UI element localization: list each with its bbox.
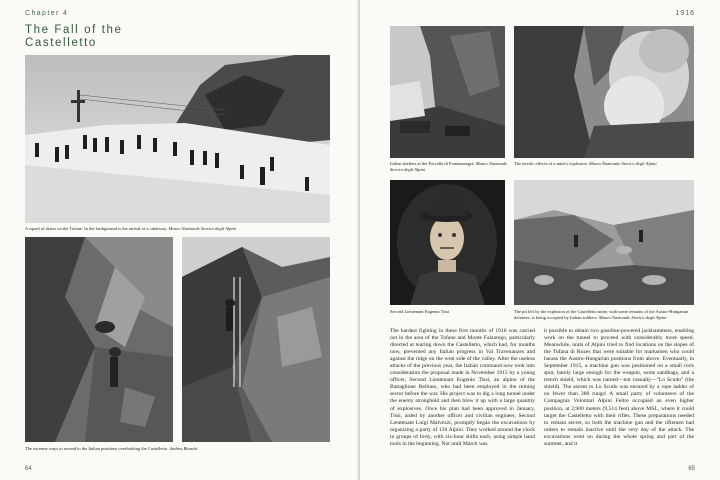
body-column-2: [544, 328, 694, 448]
photo-explosion-credit: Museo Nazionale Storico degli Alpini: [588, 161, 657, 166]
photo-mine-pit-caption-text: The pit left by the explosion of the Castelletto mine, with some remains of the Austro-Hungarian defenses, is being occupied by Italian soldiers.: [514, 309, 689, 320]
body-column-1: [390, 328, 535, 448]
photo-explosion-caption: [514, 161, 694, 167]
photo-climb-caption: [25, 446, 335, 452]
photo-shelters-caption: [390, 161, 508, 172]
photo-mine-pit: [514, 180, 694, 305]
photo-skiers: [25, 55, 330, 223]
photo-portrait-caption: Second Lieutenant Eugenio Tissi: [390, 309, 450, 314]
folio-left: 64: [25, 466, 32, 472]
photo-climb-credit: Andrea Bianchi: [169, 446, 198, 451]
chapter-label: Chapter 4: [25, 10, 69, 17]
photo-shelters-credit: Museo Nazionale Storico degli Alpini: [390, 161, 508, 172]
photo-climb-right: [182, 237, 330, 442]
chapter-title-line-2: Castelletto: [25, 37, 97, 49]
chapter-title: [25, 24, 225, 50]
photo-explosion: [514, 26, 694, 158]
folio-right: 65: [688, 466, 695, 472]
photo-shelters-caption-text: Italian shelters at the Forcella di Fontananegra.: [390, 161, 475, 166]
photo-climb-left: [25, 237, 173, 442]
photo-shelters: [390, 26, 505, 158]
right-page: [360, 0, 720, 480]
body-column-2-text: it possible to obtain two gasoline-powered jackhammers, enabling work on the tunnel to proceed with considerably more speed. Meanwhile, units of Alpini tried to find locations on the slopes of the Tofana di Rozes that were suitable for marksmen who could harass the Austro-Hungarian positions from above. Eventually, in September 1915, a machine gun was positioned on a small rock spur, barely large enough for the weapon, some sandbags, and a trench shield, which was named—not casually—"Lo Scudo" (the shield). The ascent to Lo Scudo was ensured by a rope ladder of no fewer than 380 rungs! A small party of volunteers of the Compagnia Volontari Alpini Feltre occupied an even higher position, at 2,900 meters (9,514 feet) above MSL, where it could target the Castelletto with their rifles. These preparations needed to remain secret, so both the machine gun and the riflemen had orders to remain inactive until the very day of the attack. The excavations went on during the whole spring and part of the summer, and it: [544, 328, 694, 447]
body-column-1-text: The hardest fighting in these first months of 1916 was carried out in the area of the Tofane and Monte Falzarego, particularly directed at tearing down the Castelletto, which had, for months now, prevented any Italian progress in Val Travenanzes and against the ridge on the west side of the valley. After the useless attacks of the previous year, the Italian command now took into consideration the proposal made in November 1915 by a young officer, Second Lieutenant Eugenio Tissi, an alpino of the Battaglione Belluno, who had been employed in the mining sector before the war. His project was to dig a long tunnel under the enemy stronghold and then blow it up with a large quantity of explosives. Once his plan had been approved in January, Tissi, aided by another officer and civilian engineer, Second Lieutenant Luigi Malvezzi, promptly began the excavations by organizing a party of 120 Alpini. They worked around the clock in groups of forty, with six-hour shifts each, using simple hand tools in the beginning. Not until March was: [390, 328, 535, 447]
photo-explosion-caption-text: The terrific effects of a mine's explosion.: [514, 161, 588, 166]
photo-skiers-caption: [25, 226, 335, 232]
photo-climb-caption-text: The extreme ways to ascend to the Italian positions overlooking the Castelletto.: [25, 446, 169, 451]
photo-mine-pit-caption: [514, 309, 694, 320]
year-label: 1916: [675, 10, 695, 17]
chapter-title-line-1: The Fall of the: [25, 24, 123, 36]
photo-skiers-caption-text: A squad of skiers on the Tofane. In the background is the arrival of a cableway.: [25, 226, 168, 231]
photo-mine-pit-credit: Museo Nazionale Storico degli Alpini: [598, 314, 667, 320]
photo-skiers-credit: Museo Nazionale Storico degli Alpini: [168, 226, 237, 231]
photo-portrait-tissi: [390, 180, 505, 305]
